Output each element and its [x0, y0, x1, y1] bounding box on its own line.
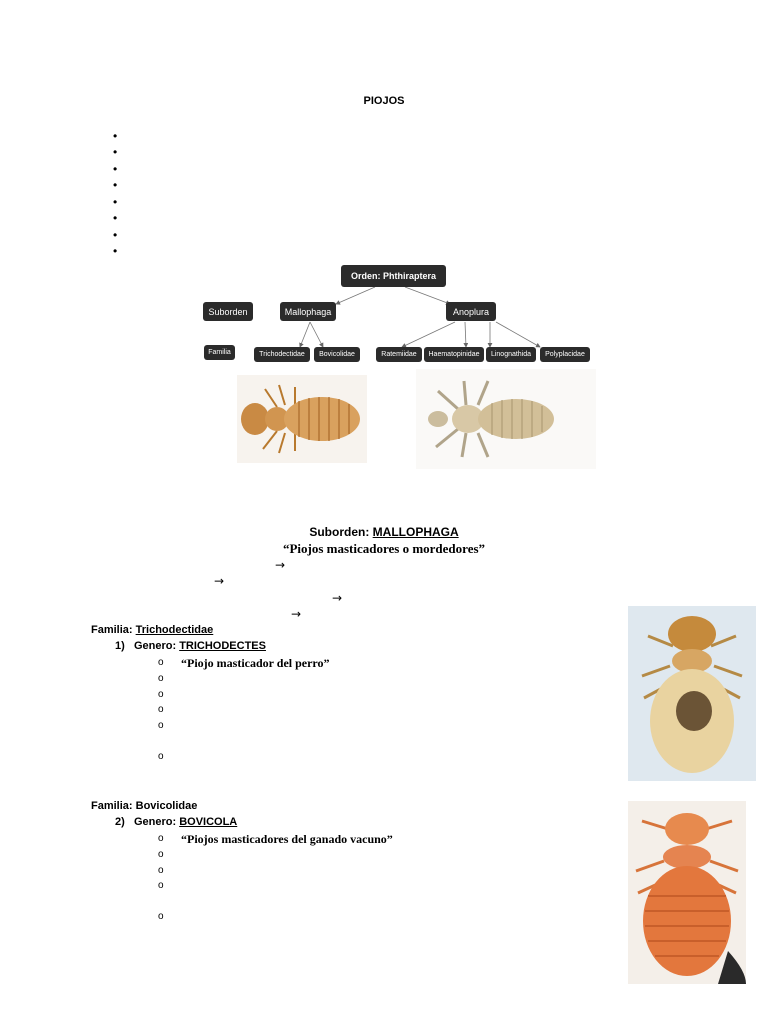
- genero-number: 2): [115, 816, 125, 828]
- sub-bullet: o: [158, 751, 164, 762]
- sub-bullet: o: [158, 720, 164, 731]
- arrow-1: →: [275, 558, 286, 572]
- genero-prefix: Genero:: [133, 816, 180, 828]
- bovicolidae-box: Bovicolidae: [314, 347, 360, 362]
- sub-bullet: o: [158, 880, 164, 891]
- taxonomy-diagram: [200, 262, 600, 474]
- bullet-8: •: [113, 244, 118, 258]
- arrow-4: →: [291, 607, 302, 621]
- chewing-louse-image: [237, 375, 367, 463]
- ratemiidae-box: Ratemiidae: [376, 347, 422, 362]
- genero-number: 1): [115, 640, 125, 652]
- bovicola-common-name: “Piojos masticadores del ganado vacuno”: [181, 832, 393, 846]
- arrow-3: →: [332, 591, 343, 605]
- bullet-1: •: [113, 129, 118, 143]
- familia-prefix: Familia:: [91, 624, 136, 636]
- linognathida-box: Linognathida: [486, 347, 536, 362]
- genero-bovicola: [115, 816, 237, 828]
- genero-prefix: Genero:: [133, 640, 180, 652]
- genero-name: BOVICOLA: [179, 816, 238, 828]
- bullet-3: •: [113, 162, 118, 176]
- bullet-7: •: [113, 228, 118, 242]
- sub-bullet: o: [158, 673, 164, 684]
- sub-bullet: o: [158, 833, 164, 844]
- bovicola-photo: [628, 801, 746, 984]
- trichodectes-photo: [628, 606, 756, 781]
- page-title: PIOJOS: [363, 95, 405, 107]
- family-label-box: Familia: [204, 345, 235, 360]
- suborden-name: MALLOPHAGA: [372, 525, 459, 539]
- sub-bullet: o: [158, 849, 164, 860]
- suborden-heading: [0, 525, 768, 539]
- anoplura-box: Anoplura: [446, 302, 496, 321]
- familia-bovicolidae: [91, 800, 197, 812]
- trichodectes-common-name: “Piojo masticador del perro”: [181, 656, 330, 670]
- order-box: Orden: Phthiraptera: [341, 265, 446, 287]
- bullet-6: •: [113, 211, 118, 225]
- bullet-5: •: [113, 195, 118, 209]
- sub-bullet: o: [158, 657, 164, 668]
- suborden-common-name: “Piojos masticadores o mordedores”: [282, 541, 486, 556]
- mallophaga-box: Mallophaga: [280, 302, 336, 321]
- sub-bullet: o: [158, 865, 164, 876]
- bullet-4: •: [113, 178, 118, 192]
- trichodectidae-box: Trichodectidae: [254, 347, 310, 362]
- bullet-2: •: [113, 145, 118, 159]
- familia-trichodectidae: [91, 624, 213, 636]
- sub-bullet: o: [158, 704, 164, 715]
- sub-bullet: o: [158, 689, 164, 700]
- haematopinidae-box: Haematopinidae: [424, 347, 484, 362]
- arrow-2: →: [214, 574, 225, 588]
- sucking-louse-image: [416, 369, 596, 469]
- sub-bullet: o: [158, 911, 164, 922]
- familia-name: Bovicolidae: [135, 800, 198, 812]
- familia-name: Trichodectidae: [135, 624, 214, 636]
- genero-trichodectes: [115, 640, 266, 652]
- suborder-label-box: Suborden: [203, 302, 253, 321]
- polyplacidae-box: Polyplacidae: [540, 347, 590, 362]
- familia-prefix: Familia:: [91, 800, 136, 812]
- suborden-prefix: Suborden:: [309, 525, 373, 539]
- genero-name: TRICHODECTES: [179, 640, 266, 652]
